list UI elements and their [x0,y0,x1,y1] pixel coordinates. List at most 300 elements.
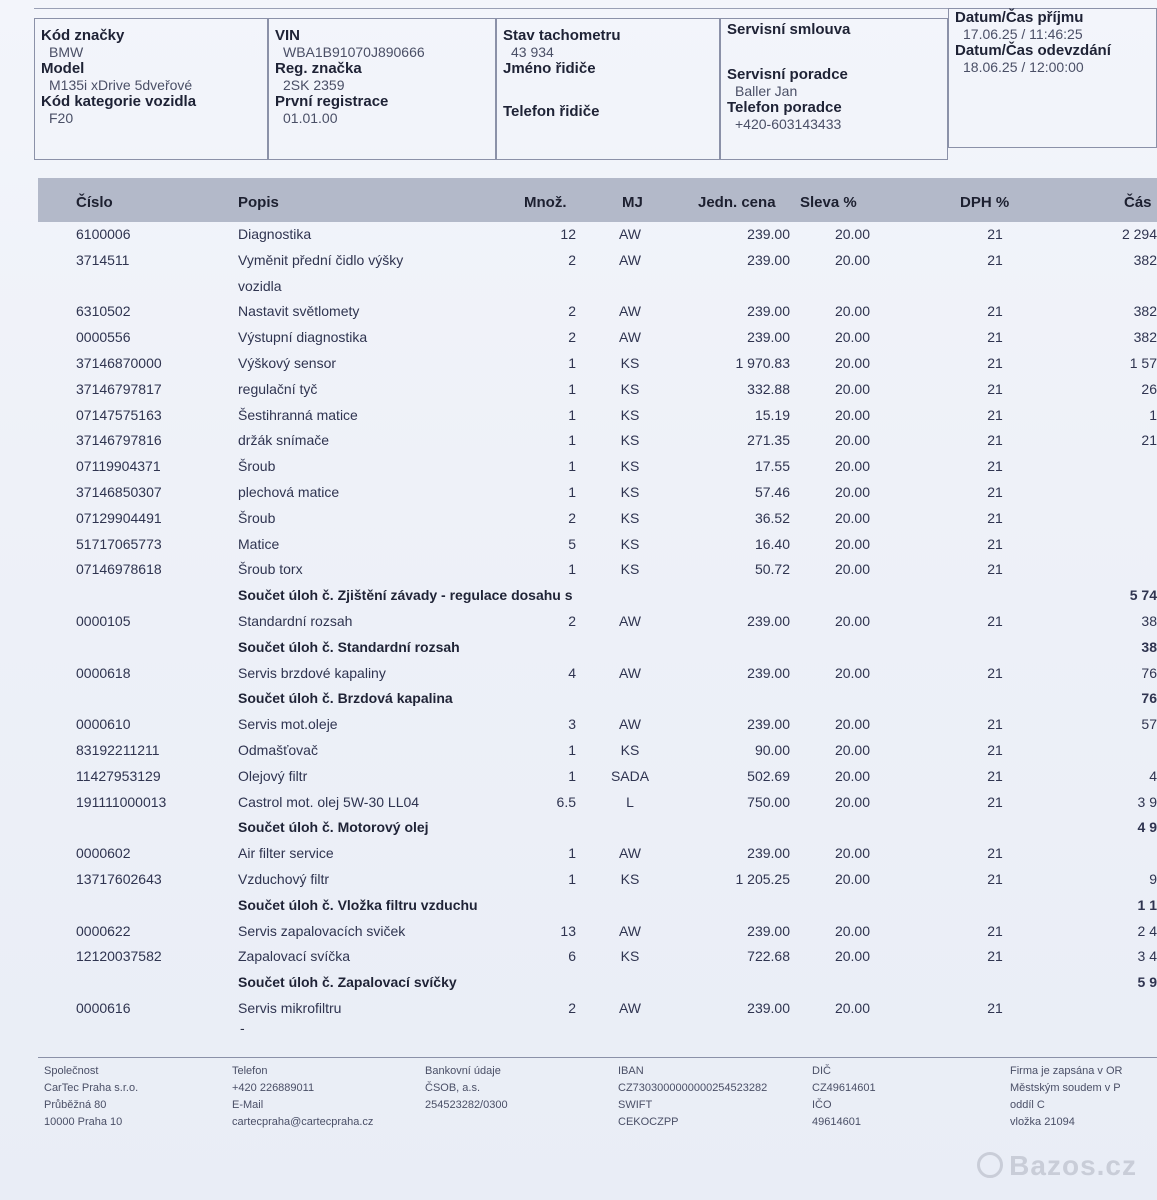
item-amount: 38 [1141,638,1157,655]
item-discount: 20.00 [834,303,870,320]
model-value: M135i xDrive 5dveřové [49,77,193,93]
item-quantity: 2 [568,613,576,629]
item-unit-price: 1 970.83 [735,355,790,371]
item-vat: 21 [987,767,1003,784]
item-unit-price: 17.55 [754,458,790,475]
item-discount: 20.00 [834,922,870,939]
item-discount: 20.00 [834,406,870,423]
item-description: Součet úloh č. Zjištění závady - regulace dosahu s [238,587,573,604]
item-quantity: 1 [568,871,576,887]
item-unit: AW [618,845,642,862]
footer-line: Telefon [232,1065,268,1077]
item-description: Součet úloh č. Zapalovací svíčky [238,974,457,991]
table-header [38,178,1157,222]
item-vat: 21 [987,922,1003,939]
reg-value: 2SK 2359 [283,77,345,93]
item-quantity: 6 [568,948,576,965]
subtotal-row [0,819,1157,843]
item-unit: KS [620,742,640,758]
item-discount: 20.00 [834,767,870,784]
registration-box [268,18,496,160]
item-discount: 20.00 [834,716,870,733]
item-unit-price: 239.00 [747,613,790,629]
item-vat: 21 [987,226,1003,242]
dates-box [948,8,1157,148]
item-quantity: 2 [568,329,576,346]
brand-code-label: Kód značky [41,27,125,44]
item-unit-price: 50.72 [754,561,790,578]
subtotal-row [0,690,1157,714]
table-row [0,768,1157,792]
odometer-value: 43 934 [511,44,554,60]
item-unit-price: 90.00 [754,742,790,758]
item-quantity: 1 [568,845,576,862]
table-row [0,484,1157,508]
item-vat: 21 [987,251,1003,268]
item-number: 37146870000 [76,355,162,371]
advisor-phone-label: Telefon poradce [727,99,842,116]
col-vat-header: DPH % [960,194,1010,211]
table-row [0,432,1157,456]
item-amount: 5 74 [1129,587,1157,604]
item-vat: 21 [987,613,1003,629]
footer-line: 10000 Praha 10 [44,1116,123,1128]
table-row [0,355,1157,379]
item-number: 0000556 [76,329,131,346]
item-quantity: 1 [568,484,576,500]
item-description: Vzduchový filtr [238,871,330,887]
table-row [0,536,1157,560]
item-number: 0000602 [76,845,131,862]
footer-line: Městským soudem v P [1010,1082,1121,1094]
item-number: 12120037582 [76,948,162,965]
item-number: 07147575163 [76,406,162,423]
item-discount: 20.00 [834,458,870,475]
item-discount: 20.00 [834,484,870,500]
item-unit: SADA [610,767,650,784]
item-unit: KS [620,871,640,887]
item-vat: 21 [987,716,1003,733]
item-amount: 9 [1149,871,1157,887]
advisor-box [720,18,948,160]
received-label: Datum/Čas příjmu [955,9,1084,26]
item-amount: 57 [1141,716,1157,733]
item-unit: AW [618,226,642,242]
item-unit-price: 239.00 [747,845,790,862]
item-unit: AW [618,251,642,268]
item-description: Součet úloh č. Motorový olej [238,819,429,836]
item-description: Standardní rozsah [238,613,353,629]
item-unit-price: 332.88 [747,380,790,397]
table-row [0,845,1157,869]
advisor-value: Baller Jan [735,83,798,99]
item-discount: 20.00 [834,355,870,371]
item-discount: 20.00 [834,845,870,862]
item-unit-price: 750.00 [747,793,790,810]
item-unit: AW [618,716,642,733]
item-description: plechová matice [238,484,340,500]
table-row [0,613,1157,637]
item-description: Součet úloh č. Standardní rozsah [238,638,460,655]
item-unit-price: 239.00 [747,226,790,242]
item-vat: 21 [987,484,1003,500]
first-reg-value: 01.01.00 [283,110,338,126]
item-description: Šroub [238,458,276,475]
item-amount: 21 [1141,432,1157,449]
advisor-label: Servisní poradce [727,66,848,83]
item-number: 83192211211 [76,742,160,758]
brand-code-value: BMW [49,44,84,60]
item-amount: 382 [1133,329,1157,346]
item-description: Castrol mot. olej 5W-30 LL04 [238,793,420,810]
footer-line: ČSOB, a.s. [425,1082,481,1094]
footer-registry [1010,1063,1122,1131]
item-description: Výškový sensor [238,355,337,371]
item-number: 0000622 [76,922,131,939]
item-unit: AW [618,922,642,939]
driver-name-label: Jméno řidiče [503,60,596,77]
item-description: Šestihranná matice [238,406,358,423]
item-number: 37146850307 [76,484,162,500]
table-row [0,278,1157,302]
item-quantity: 1 [568,561,576,578]
advisor-phone-value: +420-603143433 [735,116,842,132]
col-amount-header: Čás [1124,194,1152,211]
footer-bank [425,1063,508,1114]
footer-line: CZ7303000000000254523282 [618,1082,768,1094]
item-description: Šroub torx [238,561,303,578]
footer-line: oddíl C [1010,1099,1045,1111]
item-number: 37146797816 [76,432,162,449]
table-row [0,561,1157,585]
footer-line: 49614601 [812,1116,861,1128]
item-unit: KS [620,406,640,423]
item-unit-price: 36.52 [754,509,790,526]
item-description: Servis mot.oleje [238,716,338,733]
item-unit-price: 271.35 [747,432,790,449]
table-row [0,381,1157,405]
item-amount: 382 [1133,303,1157,320]
item-unit: KS [620,355,640,371]
item-vat: 21 [987,871,1003,887]
item-unit: AW [618,664,642,681]
table-row [0,458,1157,482]
table-row [0,742,1157,766]
item-vat: 21 [987,793,1003,810]
item-amount: 382 [1133,251,1157,268]
footer-iban [618,1063,767,1131]
table-row [0,1000,1157,1024]
footer-line: Průběžná 80 [44,1099,107,1111]
footer-company [44,1063,138,1131]
item-vat: 21 [987,509,1003,526]
item-quantity: 13 [560,922,576,939]
footer-tax [812,1063,876,1131]
item-quantity: 1 [568,432,576,449]
item-description: Součet úloh č. Vložka filtru vzduchu [238,896,478,913]
item-vat: 21 [987,948,1003,965]
footer-divider [38,1057,1157,1058]
item-unit-price: 502.69 [747,767,790,784]
item-vat: 21 [987,329,1003,346]
item-number: 11427953129 [76,767,161,784]
footer-line: IČO [812,1099,832,1111]
item-discount: 20.00 [834,329,870,346]
reg-label: Reg. značka [275,60,362,77]
item-unit-price: 239.00 [747,329,790,346]
item-amount: 3 9 [1137,793,1157,810]
item-quantity: 1 [568,355,576,371]
table-row [0,716,1157,740]
footer-line: Firma je zapsána v OR [1010,1065,1123,1077]
item-quantity: 2 [568,1000,576,1016]
item-number: 07129904491 [76,509,162,526]
item-unit: KS [620,484,640,500]
item-number: 0000616 [76,1000,131,1016]
item-description: držák snímače [238,432,330,449]
item-amount: 1 1 [1137,896,1157,913]
col-quantity-header: Množ. [524,194,567,211]
footer-line: +420 226889011 [232,1082,315,1094]
footer-line: cartecpraha@cartecpraha.cz [232,1116,374,1128]
item-amount: 2 4 [1137,922,1157,939]
odometer-box [496,18,720,160]
item-quantity: 1 [568,458,576,475]
table-row [0,252,1157,276]
item-description: Nastavit světlomety [238,303,360,320]
item-amount: 2 294 [1121,226,1157,242]
subtotal-row [0,974,1157,998]
item-description: Servis brzdové kapaliny [238,664,386,681]
col-number-header: Číslo [76,194,113,211]
item-discount: 20.00 [834,664,870,681]
item-discount: 20.00 [834,793,870,810]
item-vat: 21 [987,380,1003,397]
item-vat: 21 [987,664,1003,681]
item-unit: KS [620,432,640,449]
table-row [0,665,1157,689]
item-quantity: 1 [568,380,576,397]
watermark [977,1150,1137,1182]
item-number: 191111000013 [76,793,167,810]
footer-line: CEKOCZPP [618,1116,679,1128]
item-unit: L [626,793,634,810]
item-vat: 21 [987,406,1003,423]
contract-label: Servisní smlouva [727,21,851,38]
item-amount: 4 [1149,767,1157,784]
item-quantity: 12 [560,226,576,242]
item-amount: 3 4 [1137,948,1157,965]
col-unit-price-header: Jedn. cena [698,194,776,211]
item-description: Výstupní diagnostika [238,329,368,346]
item-discount: 20.00 [834,742,870,758]
item-discount: 20.00 [834,948,870,965]
item-amount: 26 [1141,380,1157,397]
item-quantity: 4 [568,664,576,681]
item-unit: KS [620,380,640,397]
item-discount: 20.00 [834,251,870,268]
item-description: Olejový filtr [238,767,308,784]
item-unit: AW [618,329,642,346]
footer-line: IBAN [618,1065,644,1077]
trailing-mark: - [240,1020,245,1036]
item-quantity: 6.5 [556,793,576,810]
item-number: 13717602643 [76,871,162,887]
vin-value: WBA1B91070J890666 [283,44,425,60]
item-description: Servis mikrofiltru [238,1000,342,1016]
item-number: 0000610 [76,716,131,733]
item-vat: 21 [987,458,1003,475]
table-row [0,226,1157,250]
table-row [0,303,1157,327]
table-row [0,794,1157,818]
item-vat: 21 [987,303,1003,320]
item-amount: 76 [1141,690,1157,707]
item-unit: KS [620,458,640,475]
item-unit-price: 722.68 [747,948,790,965]
item-discount: 20.00 [834,226,870,242]
item-quantity: 1 [568,406,576,423]
item-quantity: 2 [568,509,576,526]
item-unit-price: 239.00 [747,922,790,939]
item-discount: 20.00 [834,380,870,397]
item-unit: KS [620,535,640,552]
item-discount: 20.00 [834,561,870,578]
item-description: regulační tyč [238,380,318,397]
item-description: Součet úloh č. Brzdová kapalina [238,690,453,707]
item-number: 37146797817 [76,380,162,397]
driver-phone-label: Telefon řidiče [503,103,600,120]
item-vat: 21 [987,845,1003,862]
footer-line: CarTec Praha s.r.o. [44,1082,139,1094]
item-unit-price: 239.00 [747,664,790,681]
item-quantity: 2 [568,303,576,320]
model-label: Model [41,60,85,77]
item-amount: 38 [1141,613,1157,629]
category-label: Kód kategorie vozidla [41,93,197,110]
item-discount: 20.00 [834,535,870,552]
handover-label: Datum/Čas odevzdání [955,42,1111,59]
item-vat: 21 [987,355,1003,371]
item-discount: 20.00 [834,871,870,887]
item-unit: KS [620,948,640,965]
footer-line: CZ49614601 [812,1082,876,1094]
table-row [0,407,1157,431]
item-description: Zapalovací svíčka [238,948,351,965]
item-unit-price: 239.00 [747,1000,790,1016]
item-description: Odmašťovač [238,742,318,758]
item-description: Šroub [238,509,276,526]
watermark-text: Bazos.cz [1009,1150,1137,1181]
item-unit: AW [618,303,642,320]
received-value: 17.06.25 / 11:46:25 [963,26,1083,42]
item-unit-price: 1 205.25 [735,871,790,887]
item-amount: 1 57 [1129,355,1157,371]
item-description: Servis zapalovacích sviček [238,922,406,939]
item-number: 0000105 [76,613,131,629]
item-discount: 20.00 [834,509,870,526]
item-number: 6100006 [76,226,131,242]
col-description-header: Popis [238,194,279,211]
item-quantity: 1 [568,767,576,784]
watermark-logo-icon [977,1152,1003,1178]
handover-value: 18.06.25 / 12:00:00 [963,59,1084,75]
item-unit: AW [618,1000,642,1016]
item-number: 51717065773 [76,535,162,552]
col-unit-header: MJ [622,194,643,211]
item-unit: KS [620,509,640,526]
item-quantity: 1 [568,742,576,758]
odometer-label: Stav tachometru [503,27,621,44]
item-number: 0000618 [76,664,131,681]
item-amount: 1 [1149,406,1157,423]
item-unit-price: 239.00 [747,716,790,733]
subtotal-row [0,639,1157,663]
footer-line: vložka 21094 [1010,1116,1075,1128]
item-description: Diagnostika [238,226,312,242]
item-description: vozidla [238,277,282,294]
footer-line: 254523282/0300 [425,1099,508,1111]
item-number: 07146978618 [76,561,162,578]
item-unit-price: 15.19 [754,406,790,423]
item-quantity: 5 [568,535,576,552]
item-number: 6310502 [76,303,131,320]
footer-line: E-Mail [232,1099,264,1111]
item-vat: 21 [987,535,1003,552]
vehicle-info-box [34,18,268,160]
item-unit-price: 239.00 [747,303,790,320]
footer-contact [232,1063,373,1131]
item-number: 3714511 [76,251,130,268]
item-amount: 5 9 [1137,974,1157,991]
item-amount: 4 9 [1137,819,1157,836]
first-reg-label: První registrace [275,93,389,110]
table-row [0,510,1157,534]
item-description: Matice [238,535,280,552]
item-vat: 21 [987,432,1003,449]
item-vat: 21 [987,561,1003,578]
col-discount-header: Sleva % [800,194,857,211]
table-row [0,948,1157,972]
footer-line: SWIFT [618,1099,653,1111]
item-discount: 20.00 [834,1000,870,1016]
subtotal-row [0,587,1157,611]
item-unit: KS [620,561,640,578]
item-unit-price: 239.00 [747,251,790,268]
item-vat: 21 [987,1000,1003,1016]
footer-line: Společnost [44,1065,99,1077]
item-description: Air filter service [238,845,334,862]
item-discount: 20.00 [834,613,870,629]
table-row [0,923,1157,947]
item-amount: 76 [1141,664,1157,681]
item-vat: 21 [987,742,1003,758]
item-quantity: 3 [568,716,576,733]
item-description: Vyměnit přední čidlo výšky [238,251,404,268]
table-row [0,871,1157,895]
item-discount: 20.00 [834,432,870,449]
footer-line: DIČ [812,1065,831,1077]
item-unit: AW [618,613,642,629]
item-number: 07119904371 [76,458,161,475]
item-unit-price: 57.46 [754,484,790,500]
vin-label: VIN [275,27,301,44]
category-value: F20 [49,110,74,126]
item-quantity: 2 [568,251,576,268]
item-unit-price: 16.40 [754,535,790,552]
table-row [0,329,1157,353]
footer-line: Bankovní údaje [425,1065,501,1077]
